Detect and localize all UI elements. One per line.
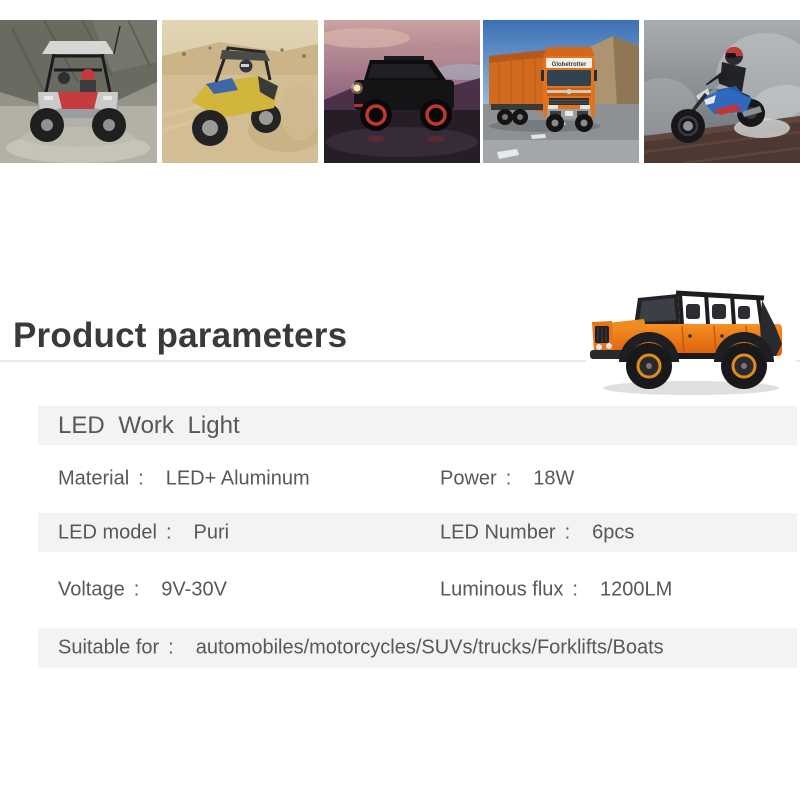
spec-row-material-power bbox=[38, 445, 797, 513]
spec-colon: : bbox=[133, 578, 140, 601]
spec-value: 18W bbox=[533, 467, 575, 490]
spec-colon: : bbox=[564, 521, 571, 543]
motorcycle-photo bbox=[644, 20, 800, 163]
spec-row-model-number bbox=[38, 513, 797, 552]
truck-photo bbox=[483, 20, 639, 163]
spec-label: LED Number bbox=[440, 521, 556, 543]
spec-cell-suitable-for bbox=[58, 637, 664, 660]
spec-value: 1200LM bbox=[599, 578, 673, 601]
spec-label: Power bbox=[440, 467, 497, 490]
jeep-red-wheels-photo bbox=[324, 20, 480, 163]
spec-label: Suitable for bbox=[58, 636, 160, 659]
truck-brand-text: Globetrotter bbox=[551, 62, 587, 68]
spec-colon: : bbox=[138, 467, 144, 490]
hero-photo-dune-buggy bbox=[162, 20, 318, 163]
spec-colon: : bbox=[505, 467, 512, 490]
utv-photo bbox=[0, 20, 157, 163]
hero-photo-motorcycle bbox=[644, 20, 800, 163]
spec-label: Voltage bbox=[58, 578, 125, 601]
spec-table bbox=[38, 406, 797, 668]
hero-photo-utv bbox=[0, 20, 157, 163]
spec-value: Puri bbox=[193, 521, 230, 543]
spec-cell-voltage bbox=[58, 579, 227, 602]
spec-row-voltage-flux bbox=[38, 552, 797, 628]
dune-buggy-photo bbox=[162, 20, 318, 163]
spec-colon: : bbox=[165, 521, 172, 543]
spec-value: automobiles/motorcycles/SUVs/trucks/Forklifts/Boats bbox=[195, 636, 664, 659]
spec-row-suitable-for bbox=[38, 628, 797, 668]
spec-value: 9V-30V bbox=[161, 578, 227, 601]
spec-label: LED model bbox=[58, 521, 157, 543]
spec-value: LED+ Aluminum bbox=[165, 467, 310, 490]
spec-label: Material bbox=[58, 467, 130, 490]
hero-photo-truck bbox=[483, 20, 639, 163]
spec-cell-led-number bbox=[440, 521, 634, 544]
spec-cell-led-model bbox=[58, 521, 229, 544]
spec-cell-luminous-flux bbox=[440, 579, 672, 602]
page-title: Product parameters bbox=[13, 316, 348, 355]
spec-label: Luminous flux bbox=[440, 578, 564, 601]
spec-colon: : bbox=[572, 578, 578, 601]
hero-photo-jeep-red-wheels bbox=[324, 20, 480, 163]
spec-value: 6pcs bbox=[592, 521, 635, 543]
spec-table-header: LED Work Light bbox=[38, 406, 797, 445]
product-image-wrap bbox=[586, 280, 796, 400]
product-jeep-image bbox=[586, 280, 796, 400]
spec-cell-power bbox=[440, 468, 574, 491]
spec-cell-material bbox=[58, 468, 310, 491]
spec-colon: : bbox=[168, 636, 174, 659]
